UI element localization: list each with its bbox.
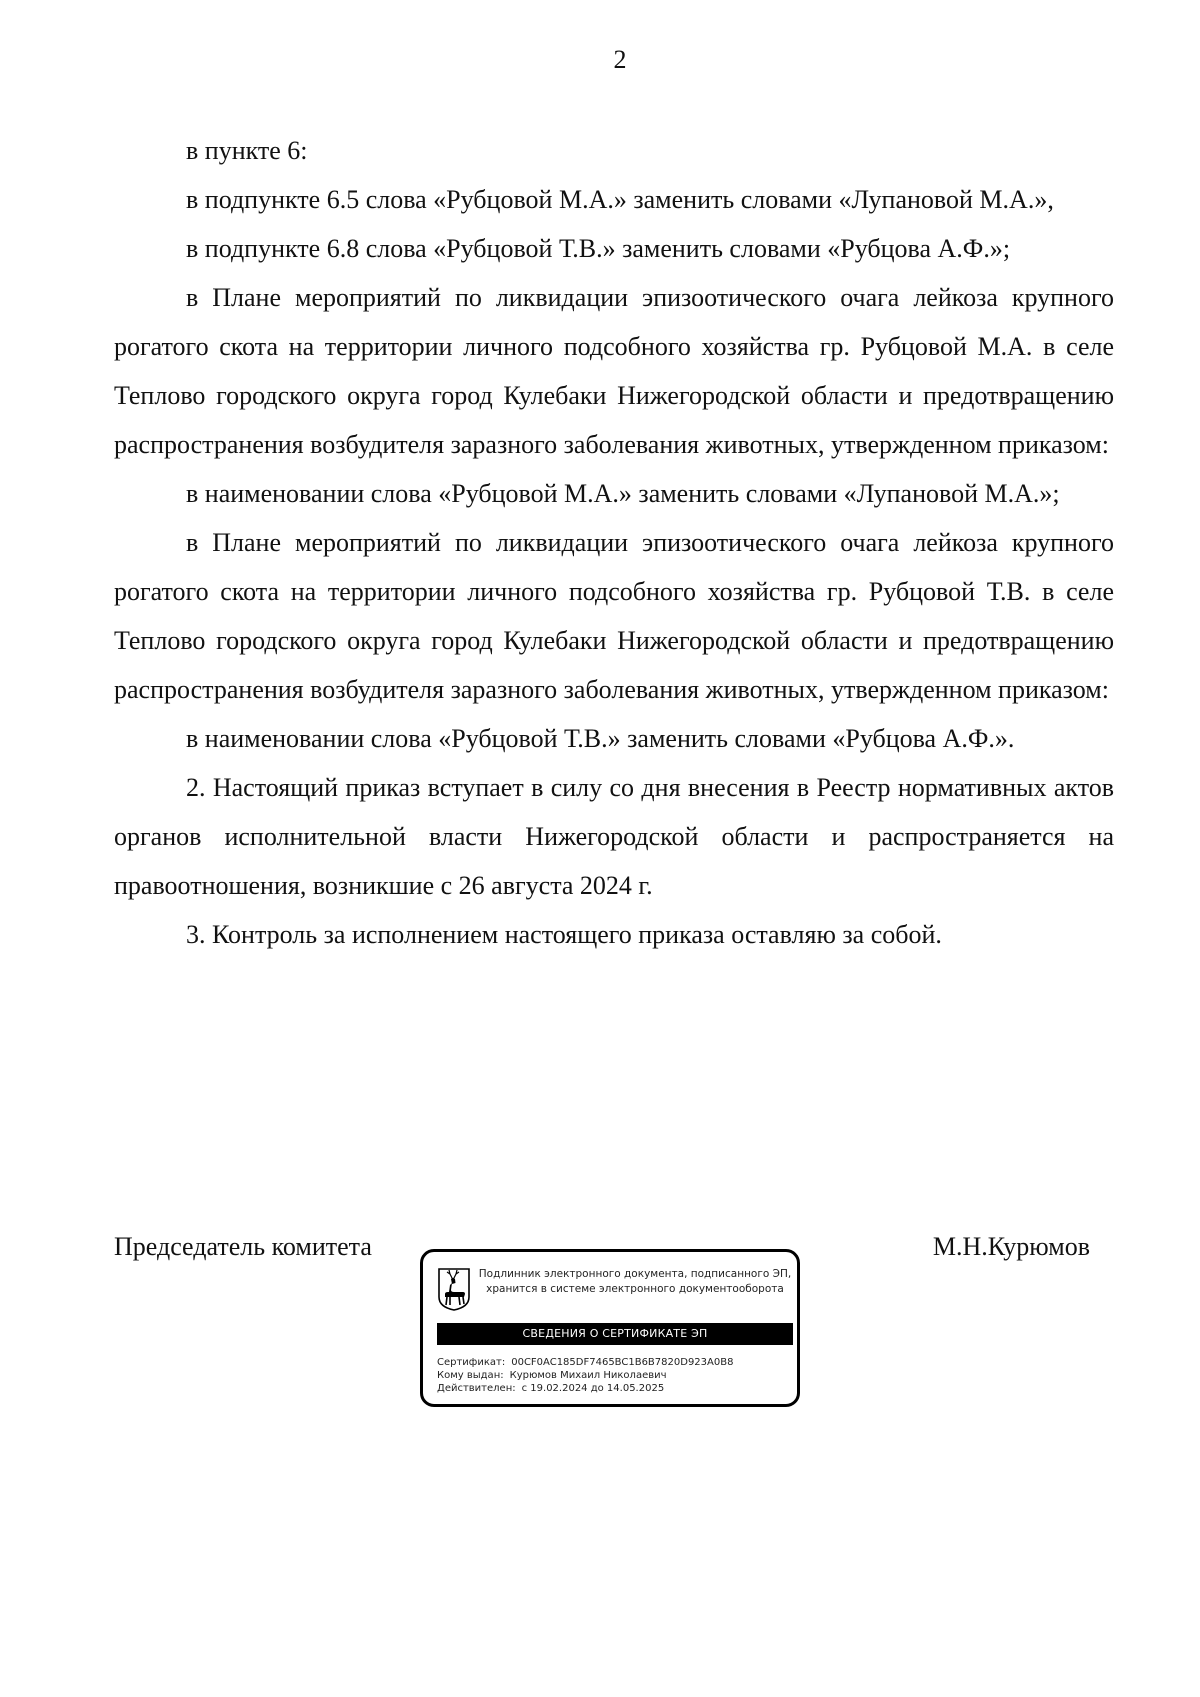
validity-value: с 19.02.2024 до 14.05.2025 bbox=[521, 1383, 665, 1394]
stamp-certificate-banner: СВЕДЕНИЯ О СЕРТИФИКАТЕ ЭП bbox=[437, 1323, 793, 1345]
issued-to-value: Курюмов Михаил Николаевич bbox=[509, 1370, 667, 1381]
stamp-header-line-1: Подлинник электронного документа, подписанного ЭП, bbox=[478, 1268, 792, 1280]
stamp-certificate-details bbox=[437, 1356, 793, 1395]
issued-to-label: Кому выдан: bbox=[437, 1370, 504, 1381]
paragraph-subitem-6-8: в подпункте 6.8 слова «Рубцовой Т.В.» заменить словами «Рубцова А.Ф.»; bbox=[186, 234, 1011, 263]
stamp-header-line-2: хранится в системе электронного документооборота bbox=[486, 1283, 784, 1295]
issued-to-line bbox=[437, 1369, 793, 1382]
paragraph-title-change-tv: в наименовании слова «Рубцовой Т.В.» заменить словами «Рубцова А.Ф.». bbox=[186, 724, 1015, 753]
document-body bbox=[114, 126, 1114, 959]
certificate-label: Сертификат: bbox=[437, 1357, 506, 1368]
validity-line bbox=[437, 1382, 793, 1395]
paragraph-clause-3: 3. Контроль за исполнением настоящего приказа оставляю за собой. bbox=[186, 920, 942, 949]
paragraph-plan-rubtsova-ma: в Плане мероприятий по ликвидации эпизоотического очага лейкоза крупного рогатого скота на территории личного подсобного хозяйства гр. Рубцовой М.А. в селе Теплово городского округа город Кулебаки Нижегородской области и предотвращению распространения возбудителя заразного заболевания животных, утвержденном приказом: bbox=[114, 283, 1114, 459]
page-number: 2 bbox=[613, 45, 627, 74]
certificate-value: 00CF0AC185DF7465BC1B6B7820D923A0B8 bbox=[511, 1357, 734, 1368]
stamp-header bbox=[477, 1267, 793, 1297]
paragraph-item-6-intro: в пункте 6: bbox=[186, 136, 308, 165]
electronic-signature-stamp bbox=[420, 1249, 800, 1407]
nizhny-novgorod-deer-emblem-icon bbox=[437, 1267, 471, 1311]
paragraph-title-change-ma: в наименовании слова «Рубцовой М.А.» заменить словами «Лупановой М.А.»; bbox=[186, 479, 1060, 508]
signer-name: М.Н.Курюмов bbox=[932, 1232, 1090, 1261]
certificate-line bbox=[437, 1356, 793, 1369]
paragraph-clause-2: 2. Настоящий приказ вступает в силу со дня внесения в Реестр нормативных актов органов исполнительной власти Нижегородской области и распространяется на правоотношения, возникшие с 26 августа 2024 г. bbox=[114, 773, 1114, 900]
paragraph-subitem-6-5: в подпункте 6.5 слова «Рубцовой М.А.» заменить словами «Лупановой М.А.», bbox=[186, 185, 1054, 214]
validity-label: Действителен: bbox=[437, 1383, 516, 1394]
paragraph-plan-rubtsova-tv: в Плане мероприятий по ликвидации эпизоотического очага лейкоза крупного рогатого скота на территории личного подсобного хозяйства гр. Рубцовой Т.В. в селе Теплово городского округа город Кулебаки Нижегородской области и предотвращению распространения возбудителя заразного заболевания животных, утвержденном приказом: bbox=[114, 528, 1114, 704]
signer-position: Председатель комитета bbox=[114, 1232, 372, 1261]
